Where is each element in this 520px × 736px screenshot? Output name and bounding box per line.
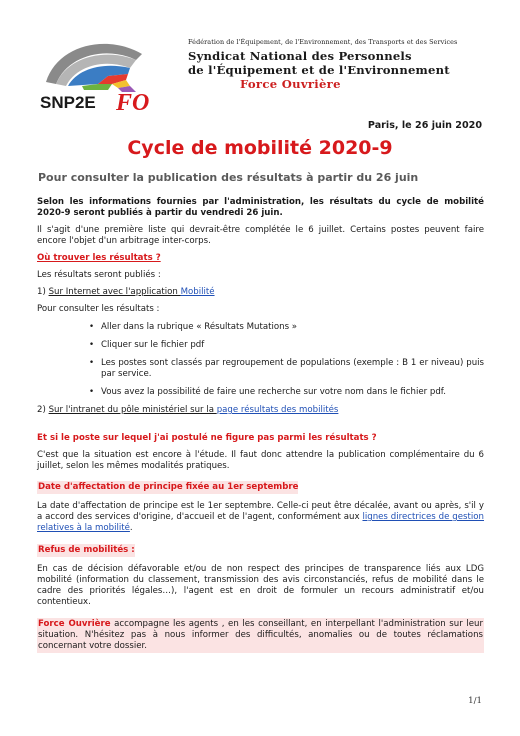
org-name-line-3: Force Ouvrière [240, 77, 341, 91]
item2-prefix: 2) [37, 405, 49, 415]
list-item: • Vous avez la possibilité de faire une recherche sur votre nom dans le fichier pdf. [89, 387, 446, 397]
org-name-line-2: de l'Équipement et de l'Environnement [188, 63, 450, 77]
page-title: Cycle de mobilité 2020-9 [127, 137, 393, 159]
list-item: • Les postes sont classés par regroupement de populations (exemple : B 1 er niveau) puis par service. [89, 358, 484, 379]
intro-paragraph: Il s'agit d'une première liste qui devrait-être complétée le 6 juillet. Certains postes peuvent faire encore l'objet d'un arbitrage inter-corps. [37, 225, 484, 246]
letterhead [38, 34, 488, 118]
consult-steps-list [89, 322, 484, 398]
result-source-2 [37, 405, 484, 416]
closing-paragraph: Force Ouvrière accompagne les agents , en les conseillant, en interpellant l'administration sur leur situation. N'hésitez pas à nous informer des difficultés, anomalies ou de toutes réclamations concernant votre dossier. [38, 619, 483, 651]
ldg-mobility-link[interactable]: lignes directrices de gestion relatives à la mobilité [37, 512, 484, 533]
section-heading-where: Où trouver les résultats ? [37, 253, 161, 263]
document-date: Paris, le 26 juin 2020 [367, 120, 482, 131]
page-number: 1/1 [468, 696, 482, 706]
item1-text: Sur Internet avec l'application [48, 287, 181, 297]
bullet-icon: • [89, 322, 95, 332]
list-item: • Cliquer sur le fichier pdf [89, 340, 205, 350]
refusal-paragraph: En cas de décision défavorable et/ou de non respect des principes de transparence liés aux LDG mobilité (information du classement, transmission des avis circonstanciés, refus de mobilité dans le cadre des priorités légales…), l'agent est en droit de formuler un recours administratif et/ou contentieux. [37, 564, 484, 607]
bullet-icon: • [89, 387, 95, 397]
organization-block [188, 38, 488, 91]
mobilite-app-link[interactable]: Mobilité [180, 287, 215, 297]
results-page-link[interactable]: page résultats des mobilités [216, 405, 339, 415]
section-heading-start-date: Date d'affectation de principe fixée au 1er septembre [38, 482, 299, 492]
not-listed-paragraph: C'est que la situation est encore à l'étude. Il faut donc attendre la publication complémentaire du 6 juillet, selon les mêmes modalités pratiques. [37, 450, 484, 471]
force-ouvriere-highlight: Force Ouvrière [38, 619, 111, 629]
list-item: • Aller dans la rubrique « Résultats Mutations » [89, 322, 298, 332]
bullet-icon: • [89, 340, 95, 350]
intro-bold-paragraph: Selon les informations fournies par l'administration, les résultats du cycle de mobilité 2020-9 seront publiés à partir du vendredi 26 juin. [37, 197, 484, 218]
results-published-text: Les résultats seront publiés : [37, 270, 161, 280]
federation-line: Fédération de l'Équipement, de l'Environnement, des Transports et des Services [188, 38, 458, 46]
start-date-paragraph: La date d'affectation de principe est le 1er septembre. Celle-ci peut être décalée, avant ou après, s'il y a accord des services d'origine, d'accueil et de l'agent, conformément aux lignes directrices de gestion relatives à la mobilité. [37, 501, 484, 533]
page-subtitle: Pour consulter la publication des résultats à partir du 26 juin [38, 171, 419, 184]
logo-snp2e-text: SNP2E [40, 93, 96, 112]
section-heading-not-listed: Et si le poste sur lequel j'ai postulé ne figure pas parmi les résultats ? [37, 433, 377, 443]
document-body [37, 197, 484, 653]
consult-results-text: Pour consulter les résultats : [37, 304, 160, 314]
result-source-1 [37, 287, 484, 298]
item2-text: Sur l'intranet du pôle ministériel sur la [48, 405, 217, 415]
item1-prefix: 1) [37, 287, 49, 297]
snp2e-fo-logo [38, 34, 156, 118]
org-name-line-1: Syndicat National des Personnels [188, 49, 412, 63]
section-heading-refusal: Refus de mobilités : [38, 545, 135, 555]
logo-fo-text: FO [116, 90, 150, 116]
bullet-icon: • [89, 358, 95, 368]
